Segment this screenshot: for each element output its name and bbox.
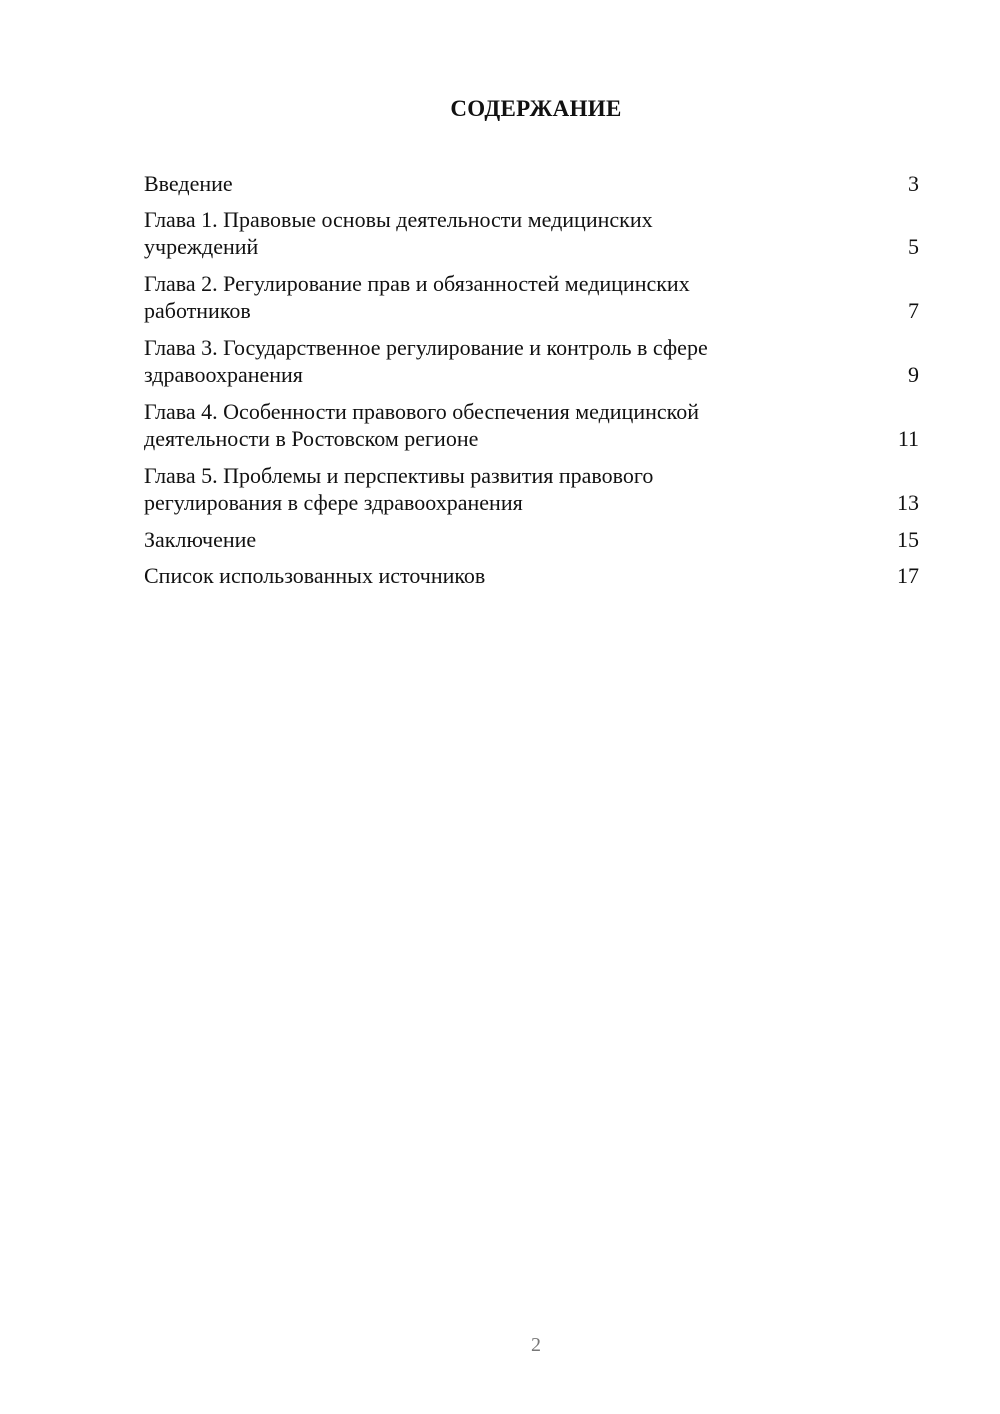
toc-entry-page: 11: [897, 426, 919, 451]
toc-entry-chapter-3: [144, 334, 919, 388]
toc-entry-text: Глава 5. Проблемы и перспективы развития правового регулирования в сфере здравоохранения: [144, 463, 654, 515]
toc-entry-text: Заключение: [144, 527, 257, 552]
toc-entry-text: Глава 4. Особенности правового обеспечения медицинской деятельности в Ростовском регионе: [144, 399, 699, 451]
table-of-contents: [144, 170, 919, 598]
toc-entry-page: 7: [908, 298, 919, 323]
toc-entry-text: Список использованных источников: [144, 563, 486, 588]
toc-entry-page: 3: [908, 171, 919, 196]
toc-entry-page: 17: [897, 563, 919, 588]
toc-entry-references: [144, 562, 919, 589]
toc-entry-text: Введение: [144, 171, 233, 196]
toc-entry-text: Глава 3. Государственное регулирование и контроль в сфере здравоохранения: [144, 335, 708, 387]
toc-entry-conclusion: [144, 526, 919, 553]
toc-entry-text: Глава 2. Регулирование прав и обязанностей медицинских работников: [144, 271, 690, 323]
page-number: 2: [531, 1334, 541, 1356]
toc-entry-text: Глава 1. Правовые основы деятельности медицинских учреждений: [144, 207, 653, 259]
toc-entry-chapter-5: [144, 462, 919, 516]
toc-entry-chapter-4: [144, 398, 919, 452]
toc-entry-introduction: [144, 170, 919, 197]
toc-entry-page: 15: [897, 527, 919, 552]
toc-entry-chapter-2: [144, 270, 919, 324]
toc-entry-page: 9: [908, 362, 919, 387]
page-title: СОДЕРЖАНИЕ: [450, 96, 622, 121]
toc-entry-page: 13: [897, 490, 919, 515]
toc-entry-chapter-1: [144, 206, 919, 260]
toc-entry-page: 5: [908, 234, 919, 259]
